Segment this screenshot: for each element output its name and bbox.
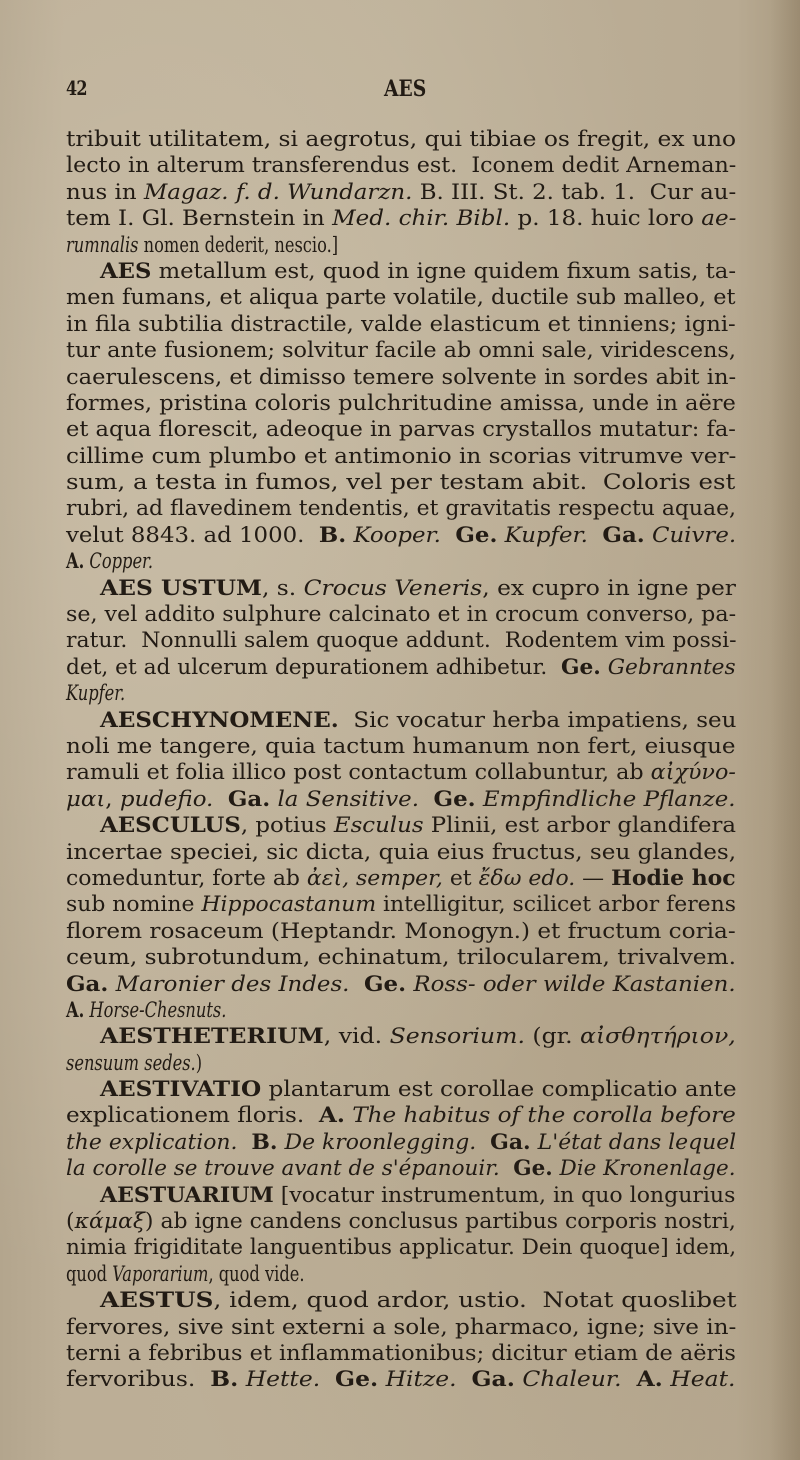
text-run	[238, 1367, 245, 1391]
text-run: (	[66, 1209, 75, 1234]
text-run	[320, 1367, 335, 1391]
italic-text: κάμαξ	[74, 1209, 145, 1234]
text-run	[349, 972, 364, 996]
text-line	[66, 575, 736, 601]
text-line	[66, 443, 736, 469]
italic-text: Vaporarium	[112, 1261, 209, 1286]
text-run: )	[195, 1050, 203, 1075]
text-line	[66, 865, 736, 891]
text-line	[66, 1102, 736, 1128]
italic-text: Horse-Chesnuts.	[89, 997, 227, 1022]
text-run	[238, 1130, 252, 1154]
text-run: incertae speciei, sic dicta, quia eius fructus, seu glandes,	[66, 839, 737, 864]
text-run: velut 8843. ad 1000.	[66, 522, 319, 547]
text-line	[66, 495, 736, 521]
text-line	[66, 733, 736, 759]
text-run	[588, 523, 603, 547]
text-line	[66, 1287, 736, 1313]
text-line-content	[66, 680, 125, 706]
text-run: Sic vocatur herba impatiens, seu	[338, 707, 737, 732]
text-run: plantarum est corollae complicatio ante	[261, 1077, 737, 1102]
text-run: lecto in alterum transferendus est. Iconem dedit Arneman-	[66, 153, 737, 178]
text-line	[66, 416, 736, 442]
headword-or-label: Ge.	[513, 1155, 553, 1181]
text-line-content	[66, 548, 153, 574]
headword-or-label: AESTIVATIO	[100, 1076, 262, 1102]
text-line-content	[66, 179, 736, 205]
italic-text: Empfindliche Pflanze.	[482, 786, 736, 811]
italic-text: Kupfer.	[504, 522, 588, 547]
text-line	[66, 152, 736, 178]
text-run	[457, 1367, 472, 1391]
headword-or-label: A.	[318, 1102, 345, 1128]
italic-text: The habitus of the corolla before	[352, 1103, 736, 1128]
italic-text: μαι	[66, 786, 106, 811]
text-run: nimia frigiditate languentibus applicatur. Dein quoque] idem,	[66, 1235, 737, 1260]
text-line-content	[66, 971, 736, 997]
text-line	[66, 971, 736, 997]
text-line-content	[66, 891, 736, 917]
text-run: se, vel addito sulphure calcinato et in crocum converso, pa-	[66, 602, 737, 627]
text-line	[66, 707, 736, 733]
text-line-content	[66, 865, 736, 891]
text-run: ceum, subrotundum, echinatum, trilocularem, trivalvem.	[66, 945, 737, 970]
text-line	[66, 786, 736, 812]
italic-text: Med. chir. Bibl.	[332, 206, 511, 231]
text-line	[66, 891, 736, 917]
text-line	[66, 627, 736, 653]
text-run	[108, 972, 115, 996]
text-run: , idem, quod ardor, ustio. Notat quoslibet	[213, 1288, 737, 1313]
text-line	[66, 759, 736, 785]
text-line-content	[66, 733, 736, 759]
text-line-content	[66, 443, 736, 469]
text-line-content	[66, 390, 736, 416]
italic-text: ἀεὶ, semper,	[306, 865, 443, 890]
italic-text: Sensorium.	[389, 1024, 525, 1049]
italic-text: Maronier des Indes.	[115, 971, 350, 996]
text-run	[441, 523, 456, 547]
text-run: —	[575, 865, 612, 890]
text-run: tem I. Gl. Bernstein in	[66, 206, 333, 231]
text-line-content	[66, 918, 736, 944]
text-run: , potius	[240, 813, 334, 838]
text-run: comeduntur, forte ab	[66, 865, 307, 890]
text-run	[270, 787, 277, 811]
text-run: tribuit utilitatem, si aegrotus, qui tibiae os fregit, ex uno	[66, 127, 737, 151]
text-line	[66, 601, 736, 627]
text-run: ratur. Nonnulli salem quoque addunt. Rodentem vim possi-	[66, 628, 737, 653]
headword-or-label: B.	[318, 521, 347, 547]
text-line	[66, 1234, 736, 1260]
headword-or-label: AESCULUS	[100, 812, 241, 838]
text-line	[66, 1155, 736, 1181]
text-line-content	[66, 759, 736, 785]
text-line	[66, 1314, 736, 1340]
headword-or-label: Ga.	[66, 970, 109, 996]
text-line-content	[66, 1234, 736, 1260]
text-line	[66, 680, 736, 706]
text-line-content	[66, 311, 736, 337]
italic-text: Esculus	[333, 813, 424, 838]
text-line-content	[66, 495, 736, 521]
headword-or-label: Ga.	[490, 1128, 531, 1154]
text-run: Plinii, est arbor glandifera	[423, 813, 737, 838]
text-line-content	[66, 1102, 736, 1128]
headword-or-label: Ge.	[455, 521, 498, 547]
headword-or-label: AESTUARIUM	[100, 1181, 274, 1207]
italic-text: Die Kronenlage.	[559, 1156, 736, 1181]
text-line-content	[66, 364, 736, 390]
text-run: tur ante fusionem; solvitur facile ab omni sale, viridescens,	[66, 338, 736, 363]
page-edge-shadow	[770, 0, 800, 1460]
text-run	[663, 1367, 670, 1391]
text-run	[645, 523, 652, 547]
italic-text: De kroonlegging.	[284, 1129, 477, 1154]
text-line-content	[66, 786, 736, 812]
italic-text: Magaz. f. d. Wundarzn.	[143, 179, 413, 204]
text-line	[66, 812, 736, 838]
text-line-content	[100, 575, 736, 601]
text-run: , ex cupro in igne per	[482, 575, 736, 600]
italic-text: L'état dans lequel	[537, 1129, 737, 1154]
text-line-content	[66, 232, 338, 258]
text-line-content	[100, 707, 736, 733]
text-run: in fila subtilia distractile, valde elasticum et tinniens; igni-	[66, 311, 736, 336]
text-line	[66, 918, 736, 944]
text-run: [vocatur instrumentum, in quo longurius	[273, 1182, 736, 1207]
text-run: (gr.	[524, 1024, 581, 1049]
text-run	[553, 1156, 560, 1180]
text-line-content	[66, 1366, 735, 1392]
text-run: nus in	[66, 179, 144, 204]
headword-or-label: A.	[66, 548, 85, 574]
text-run: , s.	[261, 575, 304, 600]
text-line	[66, 126, 736, 152]
text-run: caerulescens, et dimisso temere solvente in sordes abit in-	[66, 364, 737, 389]
headword-or-label: Hodie hoc	[611, 864, 736, 890]
text-run	[346, 523, 353, 547]
text-run: et	[442, 865, 479, 890]
headword-or-label: AESTUS	[100, 1287, 214, 1313]
text-run: ) ab igne candens conclusus partibus corporis nostri,	[144, 1209, 736, 1234]
text-line	[66, 1182, 736, 1208]
text-run	[622, 1367, 637, 1391]
italic-text: Gebranntes	[607, 654, 736, 679]
text-line-content	[100, 812, 736, 838]
headword-or-label: Ga.	[602, 521, 645, 547]
text-line-content	[66, 1340, 736, 1366]
text-line	[66, 284, 736, 310]
italic-text: rumnalis	[66, 232, 139, 257]
text-line-content	[66, 469, 735, 495]
text-line-content	[66, 654, 736, 680]
text-run: quod	[66, 1261, 113, 1286]
text-line-content	[66, 601, 736, 627]
dictionary-body-text	[66, 126, 736, 1393]
text-run: B. III. St. 2. tab. 1. Cur au-	[412, 179, 737, 204]
text-run	[476, 787, 483, 811]
text-run: rubri, ad flavedinem tendentis, et gravitatis respectu aquae,	[66, 496, 736, 521]
text-line	[66, 179, 736, 205]
text-line	[66, 258, 736, 284]
italic-text: pudefio.	[119, 786, 214, 811]
headword-or-label: Ga.	[227, 785, 271, 811]
text-line	[66, 839, 736, 865]
text-run: , vid.	[323, 1024, 390, 1049]
text-line-content	[100, 1182, 735, 1208]
text-line-content	[100, 1023, 736, 1049]
text-line	[66, 205, 736, 231]
text-run: p. 18. huic loro	[510, 206, 702, 231]
text-line-content	[66, 1155, 736, 1181]
text-line-content	[66, 522, 736, 548]
italic-text: Hette.	[245, 1367, 321, 1392]
text-line-content	[66, 1050, 202, 1076]
text-run: florem rosaceum (Heptandr. Monogyn.) et fructum coria-	[66, 918, 736, 943]
text-run	[531, 1130, 538, 1154]
headword-or-label: B.	[210, 1366, 239, 1392]
italic-text: Copper.	[89, 549, 154, 574]
headword-or-label: Ge.	[433, 785, 476, 811]
text-line	[66, 548, 736, 574]
italic-text: sensuum sedes.	[66, 1050, 196, 1075]
text-run: sub nomine	[66, 892, 202, 917]
italic-text: la corolle se trouve avant de s'épanouir.	[66, 1156, 500, 1181]
text-line	[66, 232, 736, 258]
headword-or-label: A.	[636, 1366, 663, 1392]
text-run: explicationem floris.	[66, 1103, 319, 1128]
italic-text: Kupfer.	[66, 681, 126, 706]
text-run: metallum est, quod in igne quidem fixum satis, ta-	[151, 258, 736, 283]
text-line-content	[66, 997, 226, 1023]
text-line-content	[66, 205, 736, 231]
text-line	[66, 390, 736, 416]
text-run	[278, 1130, 285, 1154]
text-line	[66, 1129, 736, 1155]
text-line-content	[66, 627, 737, 653]
text-run	[515, 1367, 522, 1391]
text-line	[66, 1261, 736, 1287]
headword-or-label: A.	[66, 996, 85, 1022]
text-run: cillime cum plumbo et antimonio in scorias vitrumve ver-	[66, 443, 737, 468]
text-run: , quod vide.	[208, 1261, 305, 1286]
text-line-content	[66, 1314, 736, 1340]
text-line	[66, 1023, 736, 1049]
text-run	[378, 1367, 385, 1391]
text-line	[66, 522, 736, 548]
text-run: men fumans, et aliqua parte volatile, ductile sub malleo, et	[66, 285, 736, 310]
headword-or-label: AESTHETERIUM	[100, 1023, 324, 1049]
italic-text: ἔδω edo.	[478, 865, 576, 890]
text-run: ,	[105, 786, 120, 811]
text-run: fervoribus.	[66, 1367, 211, 1392]
headword-or-label: Ge.	[363, 970, 407, 996]
italic-text: Chaleur.	[522, 1367, 622, 1392]
italic-text: ae-	[701, 206, 737, 231]
text-run: intelligitur, scilicet arbor ferens	[376, 892, 736, 917]
italic-text: Ross- oder wilde Kastanien.	[413, 971, 736, 996]
italic-text: la Sensitive.	[277, 786, 419, 811]
text-line-content	[100, 258, 736, 284]
text-run	[476, 1130, 490, 1154]
text-line-content	[66, 126, 736, 152]
text-line-content	[66, 839, 736, 865]
page-number: 42	[66, 76, 87, 100]
text-line-content	[66, 337, 736, 363]
headword-or-label: AES	[100, 257, 152, 283]
text-run: det, et ad ulcerum depurationem adhibetur.	[66, 654, 561, 679]
text-line-content	[66, 1208, 736, 1234]
text-line-content	[66, 1129, 736, 1155]
text-line	[66, 1076, 736, 1102]
italic-text: Hitze.	[385, 1367, 457, 1392]
italic-text: Crocus Veneris	[303, 575, 483, 600]
headword-or-label: B.	[251, 1128, 278, 1154]
text-run	[500, 1156, 514, 1180]
text-line-content	[66, 152, 736, 178]
headword-or-label: Ge.	[560, 653, 601, 679]
text-run	[419, 787, 434, 811]
italic-text: Heat.	[670, 1367, 736, 1392]
text-line	[66, 1340, 736, 1366]
headword-or-label: Ge.	[335, 1366, 379, 1392]
italic-text: Hippocastanum	[201, 892, 377, 917]
italic-text: Cuivre.	[651, 522, 737, 547]
headword-or-label: AES USTUM	[100, 574, 262, 600]
text-run: noli me tangere, quia tactum humanum non fert, eiusque	[66, 733, 736, 758]
text-line	[66, 469, 736, 495]
text-line	[66, 997, 736, 1023]
text-line-content	[66, 284, 736, 310]
text-run: nomen dederit, nescio.]	[138, 232, 339, 257]
text-line	[66, 654, 736, 680]
text-line-content	[66, 1261, 305, 1287]
text-line	[66, 311, 736, 337]
text-line-content	[66, 944, 736, 970]
running-head: AES	[384, 76, 427, 102]
headword-or-label: Ga.	[471, 1366, 515, 1392]
text-line-content	[100, 1076, 737, 1102]
text-line-content	[66, 416, 736, 442]
text-run: terni a febribus et inflammationibus; dicitur etiam de aëris	[66, 1340, 736, 1365]
text-run: sum, a testa in fumos, vel per testam abit. Coloris est	[66, 470, 736, 495]
italic-text: Kooper.	[353, 522, 441, 547]
text-run: ramuli et folia illico post contactum collabuntur, ab	[66, 760, 651, 785]
text-run: fervores, sive sint externi a sole, pharmaco, igne; sive in-	[66, 1314, 737, 1339]
italic-text: αἰσθητήριον,	[580, 1024, 736, 1049]
text-line-content	[100, 1287, 737, 1313]
text-line	[66, 364, 736, 390]
text-run	[213, 787, 228, 811]
text-line	[66, 337, 736, 363]
text-line	[66, 1208, 736, 1234]
headword-or-label: AESCHYNOMENE.	[100, 706, 339, 732]
text-run: et aqua florescit, adeoque in parvas crystallos mutatur: fa-	[66, 417, 736, 442]
text-line	[66, 1050, 736, 1076]
text-line	[66, 1366, 736, 1392]
italic-text: the explication.	[66, 1129, 238, 1154]
page-header	[66, 76, 736, 106]
text-run	[497, 523, 504, 547]
text-run: formes, pristina coloris pulchritudine amissa, unde in aëre	[66, 390, 736, 415]
text-line	[66, 944, 736, 970]
text-run	[406, 972, 413, 996]
italic-text: αἰχύνο-	[650, 760, 736, 785]
